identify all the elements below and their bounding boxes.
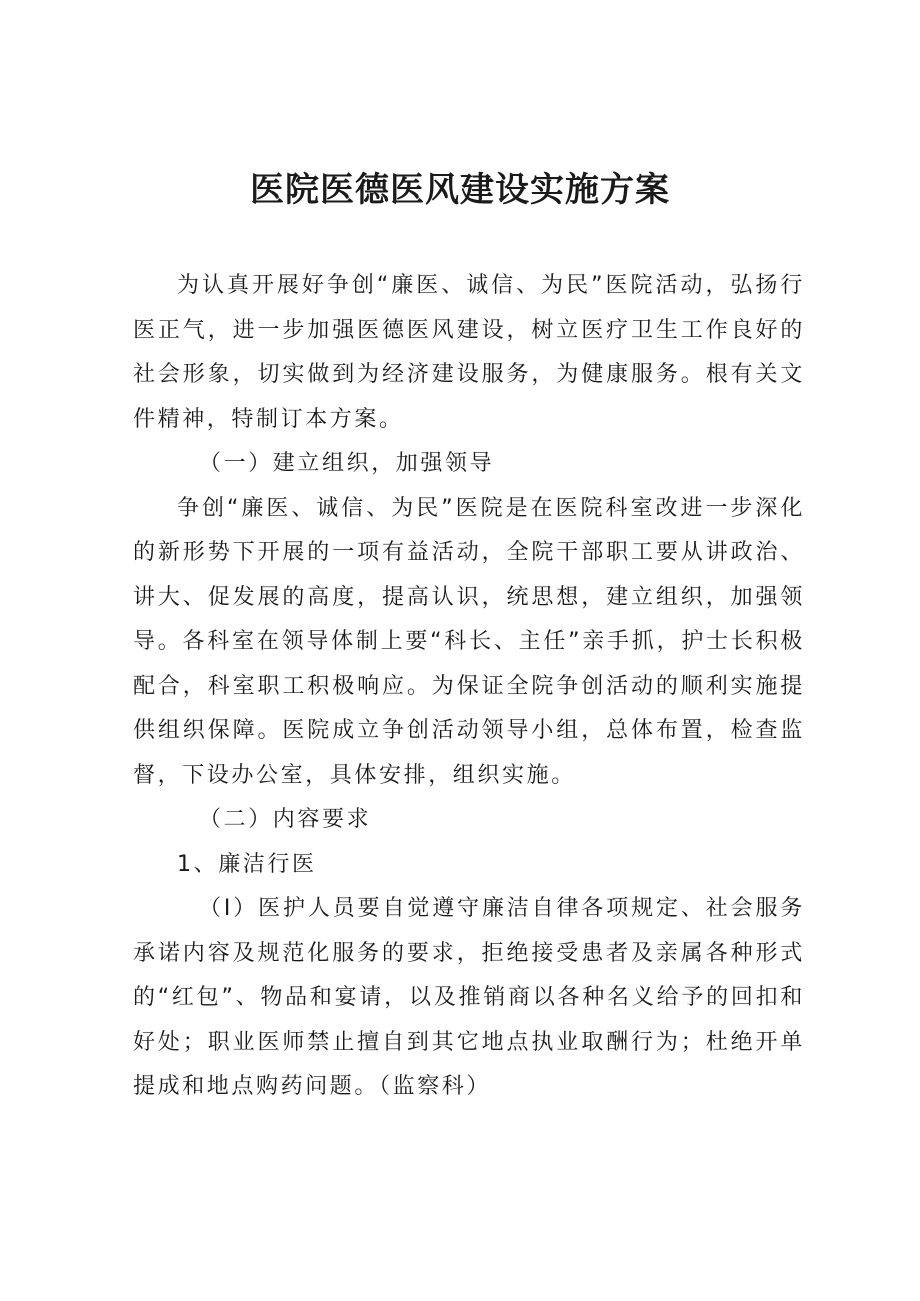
document-body (133, 264, 805, 1110)
section1-paragraph: 争创“廉医、诚信、为民”医院是在医院科室改进一步深化的新形势下开展的一项有益活动，全院干部职工要从讲政治、讲大、促发展的高度，提高认识，统思想，建立组织，加强领导。各科室在领导体制上要“科长、主任”亲手抓，护士长积极配合，科室职工积极响应。为保证全院争创活动的顺利实施提供组织保障。医院成立争创活动领导小组，总体布置，检查监督，下设办公室，具体安排，组织实施。 (133, 495, 805, 788)
intro-paragraph: 为认真开展好争创“廉医、诚信、为民”医院活动，弘扬行医正气，进一步加强医德医风建设，树立医疗卫生工作良好的社会形象，切实做到为经济建设服务，为健康服务。根有关文件精神，特制订本方案。 (133, 273, 805, 432)
item1-paragraph: （I）医护人员要自觉遵守廉洁自律各项规定、社会服务承诺内容及规范化服务的要求，拒绝接受患者及亲属各种形式的“红包”、物品和宴请，以及推销商以各种名义给予的回扣和好处；职业医师禁止擅自到其它地点执业取酬行为；杜绝开单提成和地点购药问题。（监察科） (133, 896, 805, 1099)
section1-heading: （一）建立组织，加强领导 (199, 451, 495, 476)
item1-heading: 1、廉洁行医 (177, 851, 317, 877)
section2-heading: （二）内容要求 (199, 807, 372, 832)
document-title: 医院医德医风建设实施方案 (250, 170, 670, 210)
